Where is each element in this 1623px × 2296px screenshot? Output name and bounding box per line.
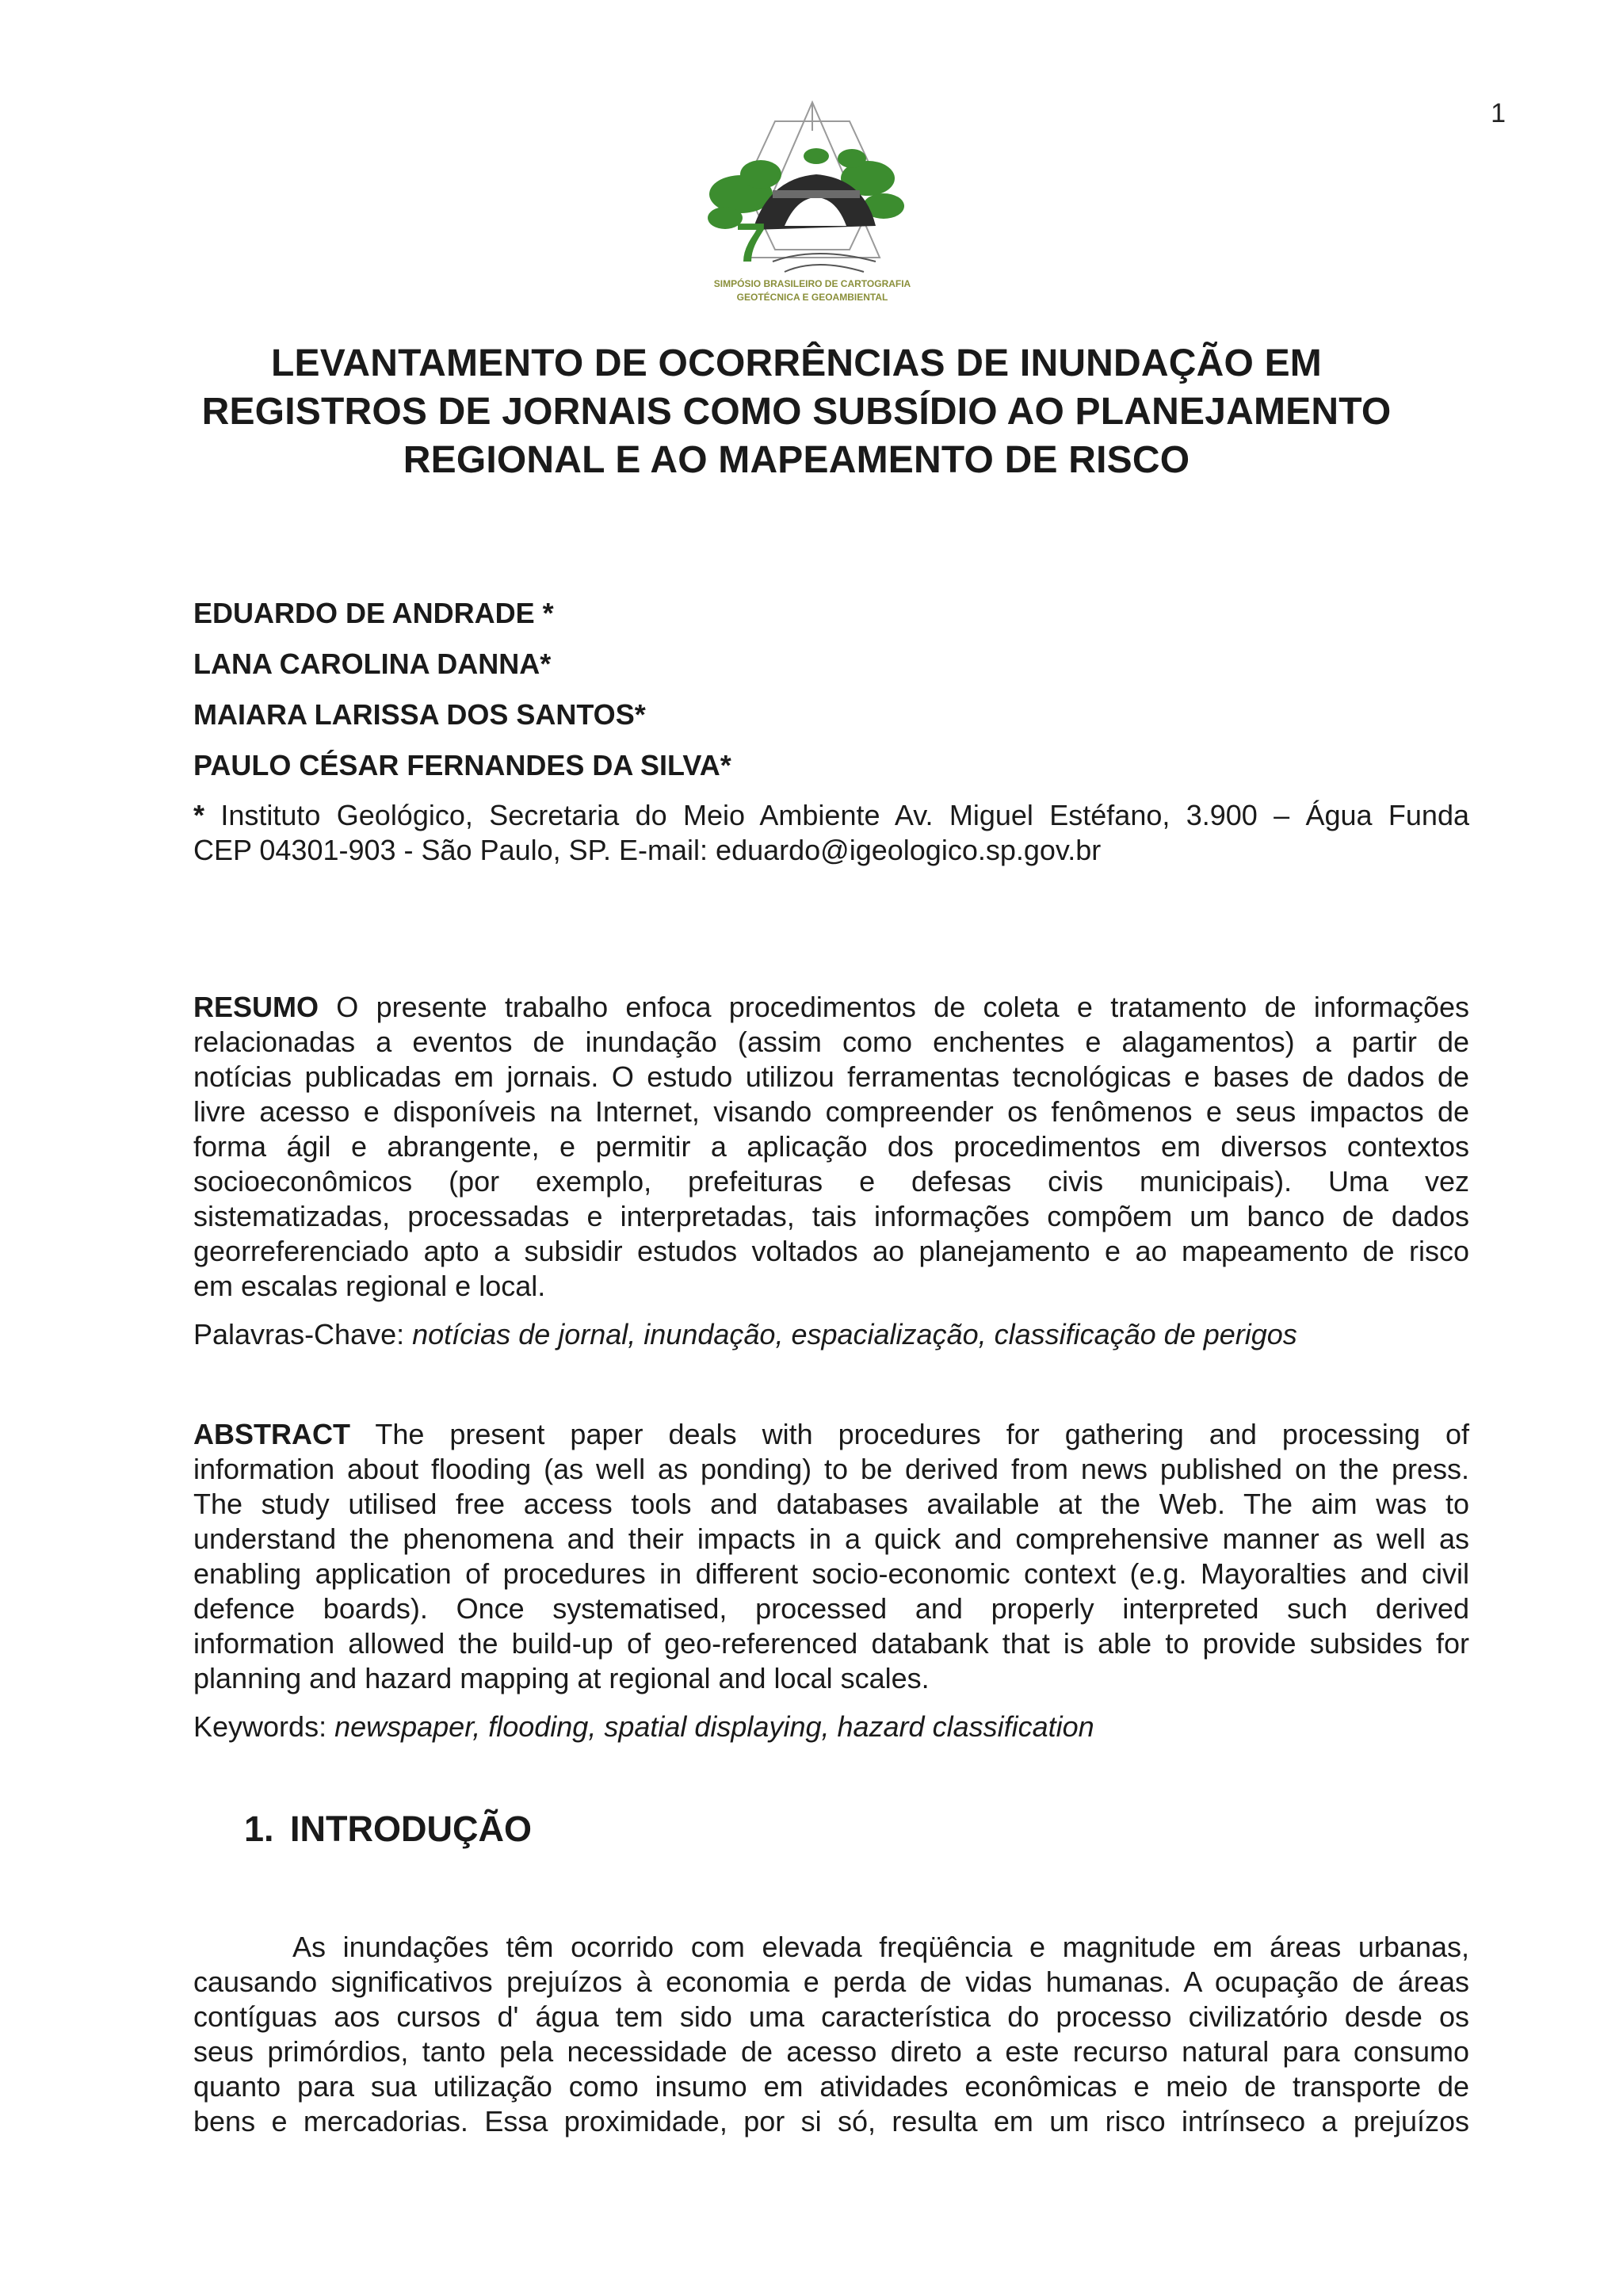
abstract-paragraph — [193, 1417, 1469, 1696]
abstract-line: information allowed the build-up of geo-referenced databank that is able to provide subsides for — [193, 1627, 1469, 1660]
abstract-line — [193, 1417, 1469, 1452]
title-line: LEVANTAMENTO DE OCORRÊNCIAS DE INUNDAÇÃO EM — [271, 342, 1322, 384]
page-number: 1 — [1491, 98, 1506, 128]
keywords-text: notícias de jornal, inundação, espacialização, classificação de perigos — [412, 1318, 1297, 1350]
author-name: PAULO CÉSAR FERNANDES DA SILVA* — [193, 749, 731, 781]
keywords-label: Keywords: — [193, 1710, 335, 1743]
resumo-line: em escalas regional e local. — [193, 1270, 546, 1302]
abstract-line: understand the phenomena and their impacts in a quick and comprehensive manner as well as — [193, 1522, 1469, 1555]
resumo-paragraph — [193, 990, 1469, 1304]
title-line: REGISTROS DE JORNAIS COMO SUBSÍDIO AO PLANEJAMENTO — [201, 391, 1392, 433]
title-line: REGIONAL E AO MAPEAMENTO DE RISCO — [403, 439, 1190, 481]
resumo-line: livre acesso e disponíveis na Internet, visando compreender os fenômenos e seus impactos de — [193, 1095, 1469, 1128]
author-list — [193, 596, 1477, 799]
paper-title — [151, 339, 1442, 484]
abstract-text: The present paper deals with procedures for gathering and processing of — [349, 1418, 1469, 1450]
abstract-line: enabling application of procedures in different socio-economic context (e.g. Mayoralties and civil — [193, 1557, 1469, 1590]
affiliation-text: Instituto Geológico, Secretaria do Meio Ambiente Av. Miguel Estéfano, 3.900 – Água Funda — [204, 799, 1469, 831]
intro-line: As inundações têm ocorrido com elevada freqüência e magnitude em áreas urbanas, — [292, 1931, 1469, 1963]
abstract-line: The study utilised free access tools and databases available at the Web. The aim was to — [193, 1488, 1469, 1520]
resumo-line: sistematizadas, processadas e interpretadas, tais informações compõem um banco de dados — [193, 1200, 1469, 1232]
intro-line: bens e mercadorias. Essa proximidade, por si só, resulta em um risco intrínseco a prejuízos — [193, 2105, 1469, 2137]
resumo-line: notícias publicadas em jornais. O estudo utilizou ferramentas tecnológicas e bases de dados de — [193, 1060, 1469, 1093]
resumo-heading: RESUMO — [193, 991, 319, 1023]
section-heading — [244, 1809, 532, 1850]
section-title: INTRODUÇÃO — [290, 1809, 532, 1849]
palavras-chave — [193, 1317, 1469, 1352]
abstract-heading: ABSTRACT — [193, 1418, 350, 1450]
contour-lines-icon — [773, 254, 876, 272]
abstract-line: planning and hazard mapping at regional and local scales. — [193, 1662, 930, 1694]
intro-line: quanto para sua utilização como insumo em atividades econômicas e meio de transporte de — [193, 2070, 1469, 2103]
abstract-line: defence boards). Once systematised, processed and properly interpreted such derived — [193, 1592, 1469, 1625]
keywords-text: newspaper, flooding, spatial displaying, hazard classification — [334, 1710, 1094, 1743]
section-number: 1. — [244, 1809, 274, 1849]
resumo-line: relacionadas a eventos de inundação (assim como enchentes e alagamentos) a partir de — [193, 1026, 1469, 1058]
intro-line: contíguas aos cursos d' água tem sido uma característica do processo civilizatório desde os — [193, 2000, 1469, 2033]
resumo-text: O presente trabalho enfoca procedimentos de coleta e tratamento de informações — [319, 991, 1469, 1023]
logo-caption-line2: GEOTÉCNICA E GEOAMBIENTAL — [736, 292, 888, 303]
affiliation-line: CEP 04301-903 - São Paulo, SP. E-mail: eduardo@igeologico.sp.gov.br — [193, 834, 1102, 866]
logo-caption-line1: SIMPÓSIO BRASILEIRO DE CARTOGRAFIA — [713, 278, 911, 289]
author-name: EDUARDO DE ANDRADE * — [193, 597, 554, 629]
affiliation-line — [193, 798, 1469, 833]
conference-logo — [697, 99, 927, 313]
affiliation-marker: * — [193, 799, 205, 831]
affiliation — [193, 798, 1469, 868]
keywords-label: Palavras-Chave: — [193, 1318, 413, 1350]
author-name: LANA CAROLINA DANNA* — [193, 648, 552, 680]
abstract-line: information about flooding (as well as ponding) to be derived from news published on the press. — [193, 1453, 1469, 1485]
logo-numeral: 7 — [735, 212, 766, 273]
intro-line: causando significativos prejuízos à economia e perda de vidas humanas. A ocupação de áreas — [193, 1966, 1469, 1998]
author-name: MAIARA LARISSA DOS SANTOS* — [193, 698, 646, 731]
resumo-line: forma ágil e abrangente, e permitir a aplicação dos procedimentos em diversos contextos — [193, 1130, 1469, 1163]
introduction-paragraph — [193, 1930, 1469, 2139]
keywords — [193, 1710, 1469, 1744]
resumo-line — [193, 990, 1469, 1025]
resumo-line: georreferenciado apto a subsidir estudos voltados ao planejamento e ao mapeamento de risco — [193, 1235, 1469, 1267]
resumo-line: socioeconômicos (por exemplo, prefeituras e defesas civis municipais). Uma vez — [193, 1165, 1469, 1198]
intro-line: seus primórdios, tanto pela necessidade de acesso direto a este recurso natural para consumo — [193, 2035, 1469, 2068]
